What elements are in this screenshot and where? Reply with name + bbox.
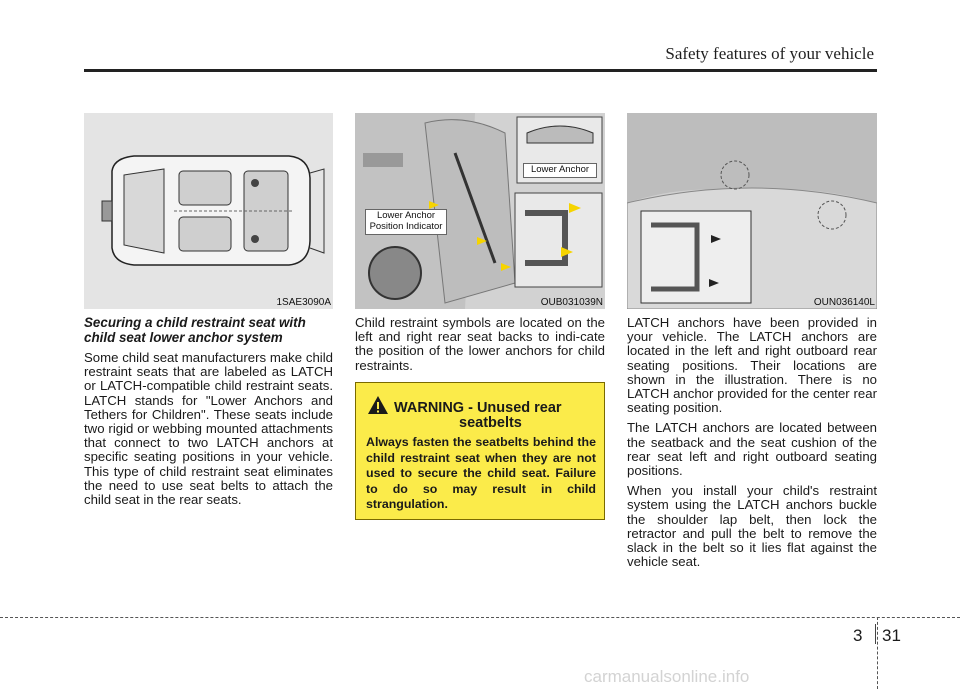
column-2 bbox=[355, 316, 605, 379]
page-number: 31 bbox=[882, 626, 901, 645]
figure-car-top-view bbox=[84, 113, 333, 309]
watermark: carmanualsonline.info bbox=[584, 667, 750, 686]
header-rule bbox=[84, 69, 877, 72]
body-paragraph-2: The LATCH anchors are located between the seatback and the seat cushion of the rear seat left and right outboard seating positions. bbox=[627, 420, 877, 479]
body-paragraph-1: LATCH anchors have been provided in your vehicle. The LATCH anchors are located in the left and right outboard rear seating positions. Their locations are shown in the illustration. There is no LATCH anchor provided for the center rear seating position. bbox=[627, 315, 877, 416]
page-number-separator bbox=[875, 624, 876, 644]
figure-code: OUN036140L bbox=[813, 297, 875, 308]
warning-box bbox=[355, 382, 605, 520]
body-paragraph: Some child seat manufacturers make child restraint seats that are labeled as LATCH or LATCH-compatible child restraint seats. LATCH stands for "Lower Anchors and Tethers for Children". These seats include two rigid or webbing mounted attachments that connect to two LATCH anchors at specific seating positions in your vehicle. This type of child restraint seat eliminates the need to use seat belts to attach the child seat in the rear seats. bbox=[84, 350, 333, 508]
callout-lower-anchor: Lower Anchor bbox=[523, 163, 597, 178]
heading-line-2: child seat lower anchor system bbox=[84, 329, 283, 345]
callout-line-1: Lower Anchor bbox=[376, 210, 436, 221]
footer-divider bbox=[877, 617, 878, 689]
section-number: 3 bbox=[853, 626, 863, 645]
warning-body: Always fasten the seatbelts behind the child restraint seat when they are not used to secure the child seat. Failure to do so may result in child strangulation. bbox=[366, 435, 596, 512]
figure-code: OUB031039N bbox=[540, 297, 603, 308]
latch-seat-illustration bbox=[627, 113, 877, 309]
car-top-view-illustration bbox=[84, 113, 333, 309]
section-title: Safety features of your vehicle bbox=[665, 44, 874, 63]
section-heading bbox=[84, 316, 333, 345]
column-1 bbox=[84, 316, 333, 513]
heading-line-1: Securing a child restraint seat with bbox=[84, 315, 306, 330]
figure-latch-location bbox=[627, 113, 877, 309]
warning-title-line-2: seatbelts bbox=[459, 415, 522, 431]
warning-title: WARNING - Unused rear bbox=[394, 400, 562, 416]
body-paragraph-3: When you install your child's restraint system using the LATCH anchors buckle the shoulder lap belt, then lock the retractor and pull the belt to remove the slack in the belt so it lies flat against the vehicle seat. bbox=[627, 483, 877, 570]
body-paragraph: Child restraint symbols are located on the left and right rear seat backs to indi-cate the position of the lower anchors for child restraints. bbox=[355, 315, 605, 373]
callout-line-2: Position Indicator bbox=[369, 221, 443, 232]
figure-rear-seat-anchors bbox=[355, 113, 605, 309]
callout-position-indicator bbox=[365, 209, 447, 235]
footer-rule bbox=[0, 617, 960, 618]
warning-triangle-icon bbox=[367, 395, 389, 415]
figure-code: 1SAE3090A bbox=[276, 297, 331, 308]
column-3 bbox=[627, 316, 877, 575]
